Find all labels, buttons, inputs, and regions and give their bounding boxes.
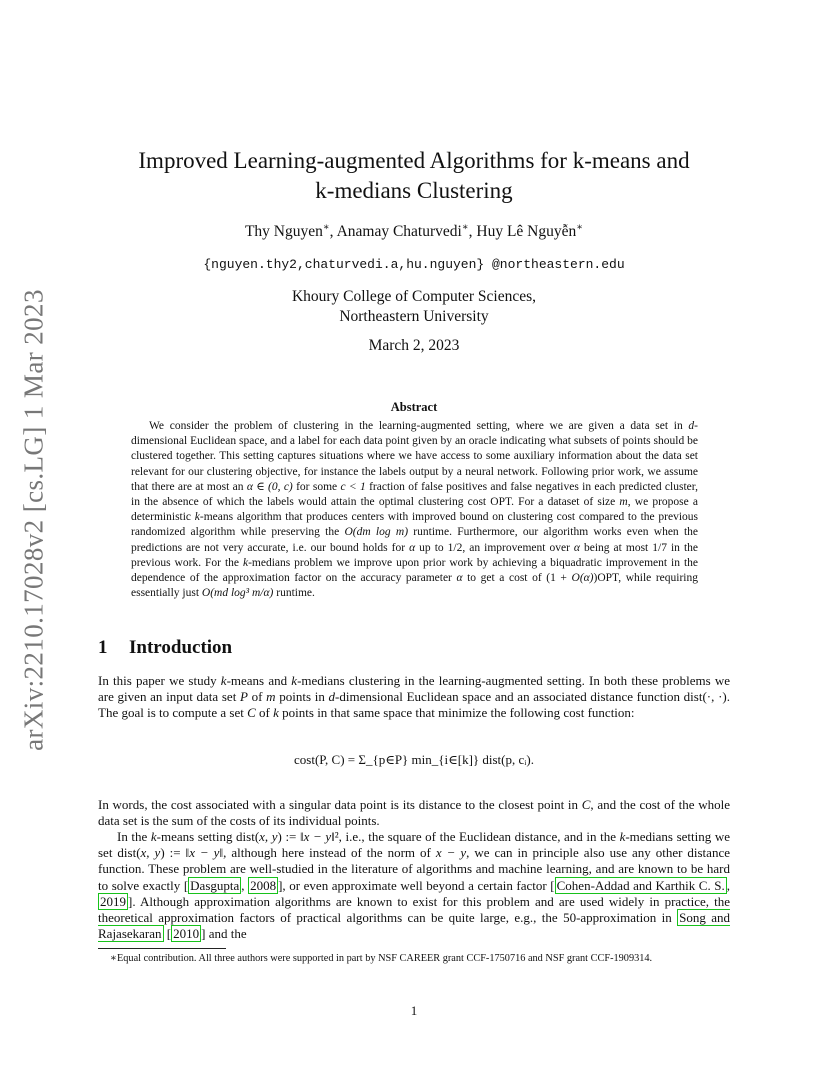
text-run: -medians setting we set dist( (98, 829, 730, 861)
text-run: for some (292, 480, 341, 493)
text-run: fraction of false positives and false negatives in each predicted cluster, in the absence of which the labels would attain the optimal clustering cost OPT. For a dataset of size (131, 480, 698, 509)
citation-link[interactable]: Dasgupta (190, 877, 240, 893)
text-run: points in (275, 689, 329, 705)
math-run: O(md log³ m/α) (201, 587, 274, 600)
author-name: Huy Lê Nguyễn (476, 223, 577, 241)
text-run: ) := ‖ (277, 829, 304, 844)
paper-date: March 2, 2023 (368, 337, 460, 354)
text-run: ‖, although here instead of the norm of (219, 845, 436, 861)
math-run: C (581, 797, 591, 812)
affiliation-line-2: Northeastern University (339, 308, 489, 325)
footnote-rule (98, 948, 226, 949)
text-run: , and the cost of the whole data set is the sum of the costs of its individual points. (98, 797, 730, 829)
math-run: k (291, 673, 298, 688)
author-emails: {nguyen.thy2,chaturvedi.a,hu.nguyen} @northeastern.edu (203, 257, 625, 272)
intro-paragraph-1 (98, 673, 730, 722)
text-run: , we propose a deterministic (131, 496, 698, 524)
arxiv-identifier (4, 290, 64, 750)
intro-paragraph-2 (98, 797, 730, 829)
text-run: -dimensional Euclidean space and an associated distance function dist(·, ·). The goal is to compute a set (98, 689, 730, 721)
text-run: -medians clustering in the learning-augmented setting. In both these problems we are given an input data set (98, 673, 730, 705)
math-run: c < 1 (340, 480, 366, 493)
math-run: P (240, 689, 248, 705)
text-run: We consider the problem of clustering in the learning-augmented setting, where we are given a data set in (149, 420, 689, 432)
math-run: α (573, 541, 580, 554)
text-run: ], or even approximate well beyond a certain factor [ (278, 877, 555, 893)
math-run: O(α) (571, 572, 594, 585)
text-run: ‖², i.e., the square of the Euclidean distance, and in the (331, 829, 620, 844)
arxiv-id-text: arXiv:2210.17028v2 [cs.LG] 1 Mar 2023 (18, 289, 49, 751)
citation-link[interactable]: Cohen-Addad and Karthik C. S. (556, 877, 725, 893)
author-mark: ∗ (461, 222, 469, 233)
text-run: -means and (226, 673, 292, 688)
text-run: up to 1/2, an improvement over (415, 541, 574, 554)
math-run: k (194, 511, 200, 524)
text-run: ) := ‖ (160, 845, 190, 861)
math-run: k (273, 705, 279, 721)
text-run: -means setting dist( (156, 829, 260, 844)
text-run: -dimensional Euclidean space, and a label for each data point given by an oracle indicating what subsets of points should be clustered together. This setting captures situations where we have access to some auxiliary information about the data set relevant for our clustering objective, for instance the labels output by a neural network. Following prior work, we assume that there are at most an (131, 420, 698, 493)
text-run: )OPT, while requiring essentially just (131, 572, 698, 600)
text-run: being at most 1/7 in the previous work. For the (131, 541, 698, 569)
text-run: , we can in principle also use any other distance function. These problem are well-studied in the literature of algorithms and machine learning, and are known to be hard to solve exactly [ (98, 845, 730, 893)
math-run: α (409, 541, 416, 554)
citation-link[interactable]: Song and Rajasekaran (98, 910, 730, 942)
cost-equation: cost(P, C) = Σ_{p∈P} min_{i∈[k]} dist(p, cᵢ). (294, 752, 534, 767)
title-line-2: k-medians Clustering (315, 178, 513, 203)
author-name: Thy Nguyen (244, 223, 323, 241)
text-run: , (726, 877, 731, 893)
math-run: m (619, 496, 628, 509)
citation-link[interactable]: 2008 (250, 877, 277, 893)
affiliation (98, 287, 730, 327)
citation-link[interactable]: 2010 (173, 926, 200, 942)
text-run: [ (163, 926, 172, 942)
text-run: , (241, 877, 249, 893)
text-run: points in that same space that minimize the following cost function: (278, 705, 635, 721)
math-run: k (619, 829, 626, 844)
math-run: C (247, 705, 256, 721)
math-run: m (266, 689, 276, 705)
math-run: x − y (435, 845, 467, 861)
text-run: ]. Although approximation algorithms are known to exist for this problem and are used widely in practice, the theoretical approximation factors of practical algorithms can be quite large, e.g., the 50-approximation in (98, 893, 730, 926)
text-run: In this paper we study (98, 673, 221, 688)
abstract-text (131, 419, 698, 601)
math-run: x − y (189, 845, 220, 861)
text-run: runtime. Furthermore, our algorithm works even when the predictions are not very accurate, i.e. our bound holds for (131, 526, 698, 554)
text-run: to get a cost of (1 + (462, 572, 572, 585)
text-run: of (255, 705, 274, 721)
affiliation-line-1: Khoury College of Computer Sciences, (291, 288, 537, 305)
math-run: O(dm log m) (344, 526, 409, 539)
text-run: -means algorithm that produces centers with improved bound on clustering cost compared to the previous randomized algorithm while preserving the (131, 511, 698, 539)
section-number: 1 (98, 637, 108, 658)
page-number: 1 (410, 1003, 418, 1018)
text-run: In words, the cost associated with a singular data point is its distance to the closest point in (98, 797, 582, 812)
math-run: d (328, 689, 336, 705)
math-run: k (242, 556, 249, 569)
math-run: x, y (140, 845, 161, 861)
citation-link[interactable]: 2019 (100, 893, 126, 909)
math-run: α (456, 572, 463, 585)
text-run: of (247, 689, 267, 705)
section-title: Introduction (129, 637, 233, 658)
math-run: k (150, 829, 157, 844)
author-mark: ∗ (576, 222, 584, 233)
author-name: Anamay Chaturvedi (336, 223, 462, 241)
math-run: x, y (259, 829, 278, 844)
author-list: Thy Nguyen∗, Anamay Chaturvedi∗, Huy Lê Nguyễn∗ (244, 222, 584, 241)
author-mark: ∗ (322, 222, 330, 233)
footnote: ∗Equal contribution. All three authors were supported in part by NSF CAREER grant CCF-1750716 and NSF grant CCF-1909314. (110, 953, 653, 964)
abstract-heading: Abstract (390, 400, 438, 414)
math-run: d (688, 420, 695, 432)
math-run: k (220, 673, 227, 688)
math-run: α ∈ (0, c) (246, 480, 293, 493)
text-run: -medians problem we improve upon prior work by achieving a biquadratic improvement in the dependence of the approximation factor on the accuracy parameter (131, 556, 698, 585)
text-run: In the (117, 829, 151, 844)
intro-paragraph-3 (98, 829, 730, 942)
title-line-1: Improved Learning-augmented Algorithms for k-means and (138, 148, 690, 173)
math-run: x − y (303, 829, 332, 844)
text-run: runtime. (273, 587, 315, 600)
text-run: ] and the (201, 926, 247, 942)
paper-title (98, 146, 730, 206)
section-heading-introduction (98, 637, 232, 659)
